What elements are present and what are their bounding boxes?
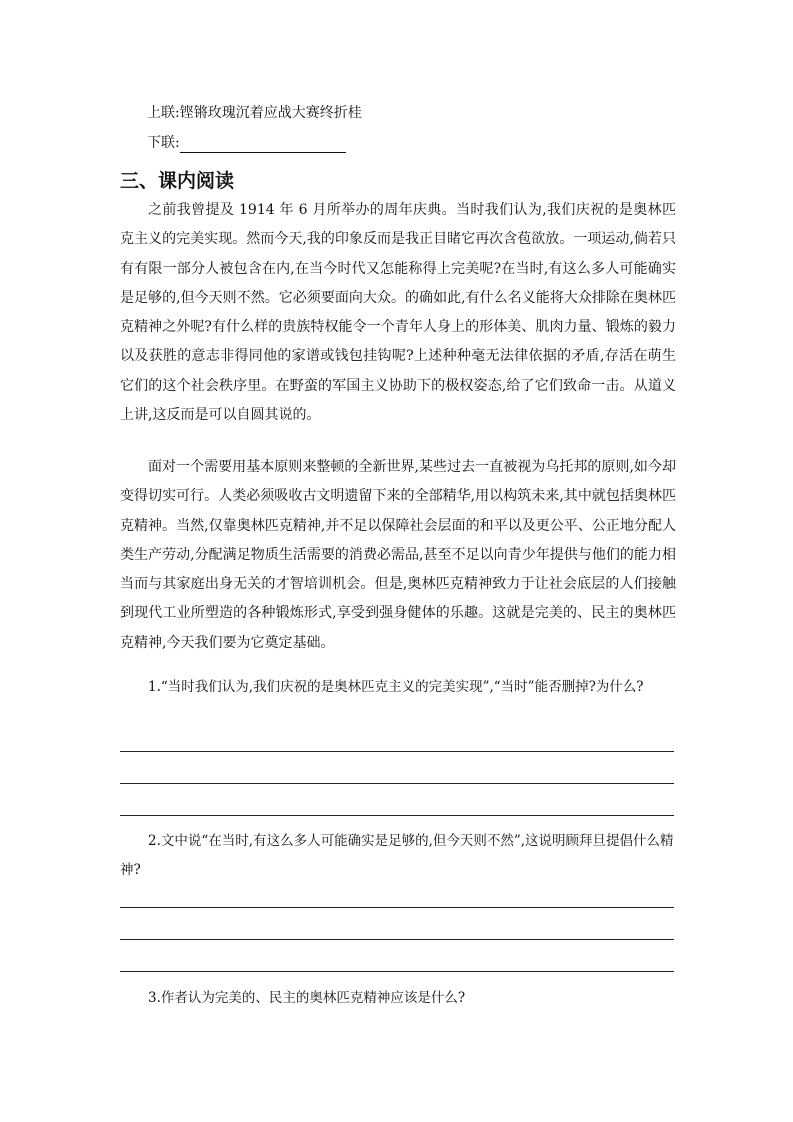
question-2: 2.文中说“在当时,有这么多人可能确实是足够的,但今天则不然”,这说明顾拜旦提倡什么精神? <box>120 833 674 878</box>
answer-line[interactable] <box>120 783 674 784</box>
question-3: 3.作者认为完美的、民主的奥林匹克精神应该是什么? <box>148 990 466 1006</box>
answer-line[interactable] <box>120 751 674 752</box>
answer-line[interactable] <box>120 907 674 908</box>
passage-paragraph-2: 面对一个需要用基本原则来整顿的全新世界,某些过去一直被视为乌托邦的原则,如今却变得切实可行。人类必须吸收古文明遗留下来的全部精华,用以构筑未来,其中就包括奥林匹克精神。当然,仅靠奥林匹克精神,并不足以保障社会层面的和平以及更公平、公正地分配人类生产劳动,分配满足物质生活需要的消费必需品,甚至不足以向青少年提供与他们的能力相当而与其家庭出身无关的才智培训机会。但是,奥林匹克精神致力于让社会底层的人们接触到现代工业所塑造的各种锻炼形式,享受到强身健体的乐趣。这就是完美的、民主的奥林匹克精神,今天我们要为它奠定基础。 <box>120 459 676 651</box>
question-1: 1.“当时我们认为,我们庆祝的是奥林匹克主义的完美实现”,“当时”能否删掉?为什么? <box>148 679 644 695</box>
couplet-upper <box>147 103 362 123</box>
passage-paragraph-1: 之前我曾提及 1914 年 6 月所举办的周年庆典。当时我们认为,我们庆祝的是奥林匹克主义的完美实现。然而今天,我的印象反而是我正目睹它再次含苞欲放。一项运动,倘若只有有限一部分人被包含在内,在当今时代又怎能称得上完美呢?在当时,有这么多人可能确实是足够的,但今天则不然。它必须要面向大众。的确如此,有什么名义能将大众排除在奥林匹克精神之外呢?有什么样的贵族特权能令一个青年人身上的形体美、肌肉力量、锻炼的毅力以及获胜的意志非得同他的家谱或钱包挂钩呢?上述种种毫无法律依据的矛盾,存活在萌生它们的这个社会秩序里。在野蛮的军国主义协助下的极权姿态,给了它们致命一击。从道义上讲,这反而是可以自圆其说的。 <box>120 202 676 424</box>
couplet-upper-label: 上联: <box>147 105 180 121</box>
answer-line[interactable] <box>120 815 674 816</box>
section-heading: 三、课内阅读 <box>120 170 235 192</box>
couplet-lower-label: 下联: <box>147 135 180 151</box>
answer-line[interactable] <box>120 939 674 940</box>
couplet-upper-text: 铿锵玫瑰沉着应战大赛终折桂 <box>179 105 362 121</box>
couplet-lower-blank[interactable] <box>180 138 346 153</box>
answer-line[interactable] <box>120 971 674 972</box>
couplet-lower <box>147 133 346 153</box>
